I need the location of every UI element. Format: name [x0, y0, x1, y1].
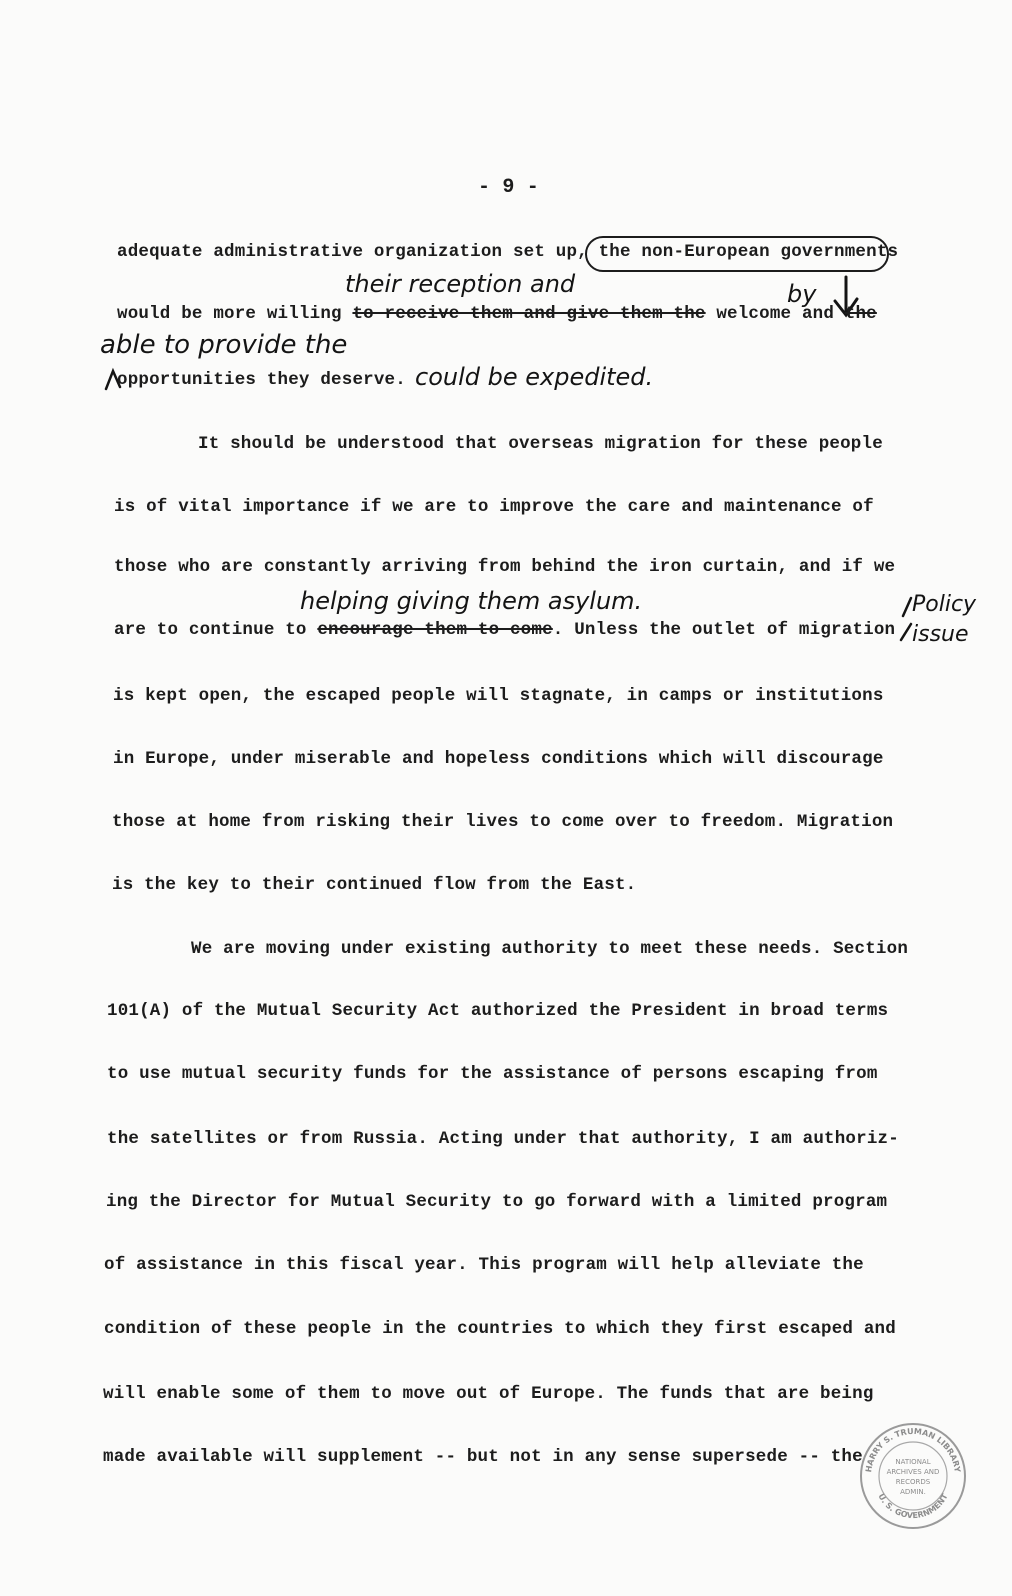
line-text: of assistance in this fiscal year. This program will help alleviate the	[104, 1255, 864, 1275]
handwritten-insertion: helping giving them asylum.	[300, 587, 643, 615]
text-line-17	[104, 1255, 864, 1275]
margin-bracket-icon	[897, 596, 915, 646]
line-text: is kept open, the escaped people will stagnate, in camps or institutions	[113, 686, 884, 706]
stamp-bottom-text: U. S. GOVERNMENT	[876, 1492, 950, 1521]
text-line-8	[113, 686, 884, 706]
stamp-outer-text: HARRY S. TRUMAN LIBRARY	[864, 1426, 962, 1473]
stamp-inner-text: ARCHIVES AND	[886, 1468, 940, 1476]
line-text: would be more willing	[117, 304, 353, 324]
text-line-2	[117, 304, 877, 324]
stamp-inner-text: NATIONAL	[895, 1458, 931, 1466]
text-line-5	[114, 497, 874, 517]
struck-text: the	[844, 304, 877, 324]
handwritten-insertion: could be expedited.	[415, 363, 654, 391]
text-line-4	[198, 434, 883, 454]
line-text: It should be understood that overseas migration for these people	[198, 434, 883, 454]
line-text: welcome and	[705, 304, 845, 324]
struck-text: encourage them to come	[317, 620, 553, 640]
text-line-10	[112, 812, 893, 832]
text-line-18	[104, 1319, 896, 1339]
line-text: in Europe, under miserable and hopeless conditions which will discourage	[113, 749, 884, 769]
text-line-15	[107, 1129, 899, 1149]
line-text: condition of these people in the countries to which they first escaped and	[104, 1319, 896, 1339]
line-text: will enable some of them to move out of Europe. The funds that are being	[103, 1384, 874, 1404]
margin-note: Policy	[912, 592, 977, 617]
page-number: - 9 -	[478, 176, 540, 199]
text-line-14	[107, 1064, 878, 1084]
line-text: is of vital importance if we are to improve the care and maintenance of	[114, 497, 874, 517]
text-line-3	[117, 370, 406, 390]
line-text: opportunities they deserve.	[117, 370, 406, 390]
line-text: adequate administrative organization set up,	[117, 242, 599, 262]
text-line-16	[106, 1192, 887, 1212]
handwritten-circle	[585, 236, 889, 272]
line-text: . Unless the outlet of migration	[552, 620, 896, 640]
line-text: are to continue to	[114, 620, 318, 640]
line-text: the satellites or from Russia. Acting under that authority, I am authoriz-	[107, 1129, 899, 1149]
handwritten-insertion: able to provide the	[100, 330, 348, 360]
line-text: is the key to their continued flow from the East.	[112, 875, 637, 895]
line-text: 101(A) of the Mutual Security Act authorized the President in broad terms	[107, 1001, 889, 1021]
text-line-13	[107, 1001, 888, 1021]
circled-phrase: the non-European governments	[598, 242, 899, 262]
text-line-9	[113, 749, 884, 769]
text-line-7	[114, 620, 895, 640]
line-text: those at home from risking their lives to come over to freedom. Migration	[112, 812, 894, 832]
text-line-12	[191, 939, 908, 959]
margin-note: issue	[912, 622, 969, 647]
text-line-20	[103, 1447, 863, 1467]
line-text: We are moving under existing authority to meet these needs. Section	[191, 939, 909, 959]
text-line-11	[112, 875, 636, 895]
line-text: to use mutual security funds for the assistance of persons escaping from	[107, 1064, 878, 1084]
handwritten-insertion: their reception and	[345, 270, 576, 298]
text-line-6	[114, 557, 895, 577]
handwritten-insertion: by	[787, 280, 817, 308]
struck-text: to receive them and give them the	[352, 304, 706, 324]
stamp-inner-text: ADMIN.	[900, 1488, 926, 1496]
svg-text:U. S. GOVERNMENT	[876, 1492, 949, 1520]
line-text: ing the Director for Mutual Security to go forward with a limited program	[106, 1192, 888, 1212]
svg-text:HARRY S. TRUMAN LIBRARY	[864, 1427, 962, 1473]
stamp-inner-text: RECORDS	[895, 1478, 931, 1486]
line-text: made available will supplement -- but not in any sense supersede -- the	[103, 1447, 863, 1467]
archive-stamp	[857, 1420, 969, 1532]
line-text: those who are constantly arriving from behind the iron curtain, and if we	[114, 557, 896, 577]
text-line-19	[103, 1384, 874, 1404]
